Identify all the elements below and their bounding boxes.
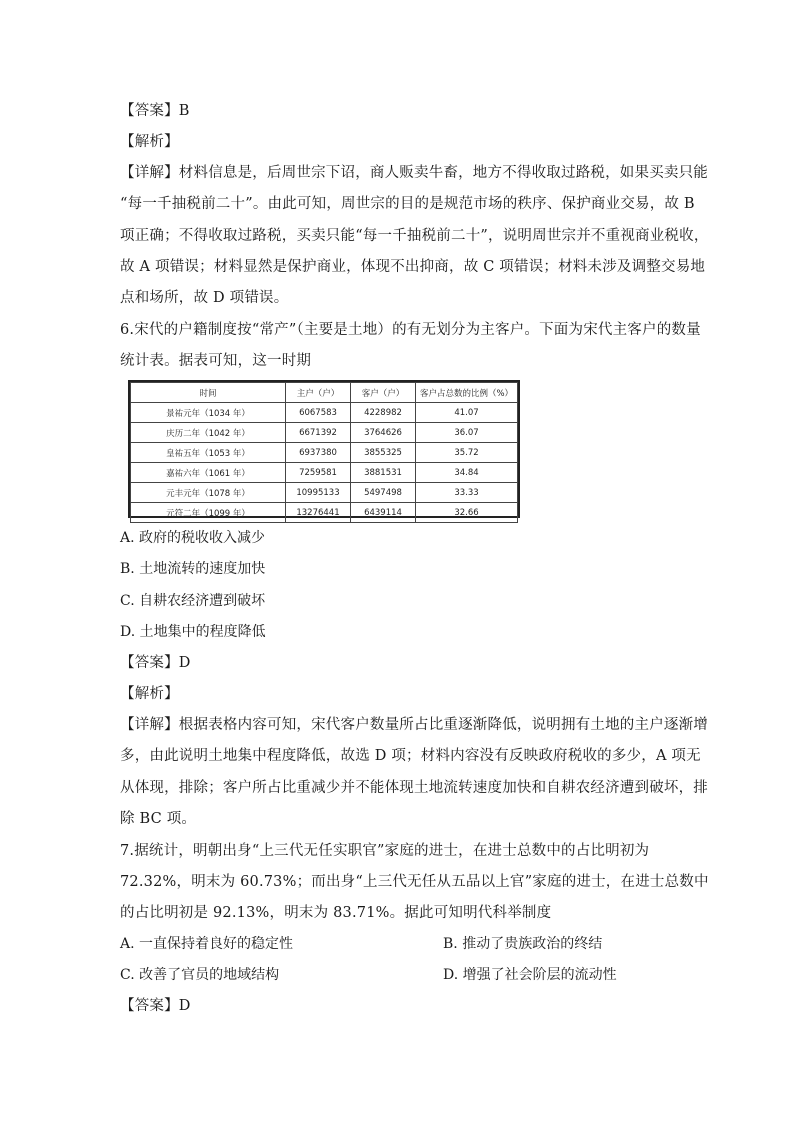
q6-detail-line: 【详解】根据表格内容可知，宋代客户数量所占比重逐渐降低，说明拥有土地的主户逐渐增 xyxy=(120,717,708,733)
table-row xyxy=(131,483,518,503)
table-cell: 4228982 xyxy=(351,403,416,423)
q6-option-b: B. 土地流转的速度加快 xyxy=(120,561,266,577)
q6-stem-line: 6.宋代的户籍制度按“常产”（主要是土地）的有无划分为主客户。下面为宋代主客户的数量 xyxy=(120,322,701,338)
table-row xyxy=(131,423,518,443)
table-row xyxy=(131,443,518,463)
table-cell: 41.07 xyxy=(416,403,518,423)
column-header: 客户（户） xyxy=(351,383,416,403)
table-row xyxy=(131,403,518,423)
table-cell: 3881531 xyxy=(351,463,416,483)
household-statistics-table xyxy=(128,380,520,518)
q6-option-d: D. 土地集中的程度降低 xyxy=(120,624,266,640)
table-cell: 6937380 xyxy=(286,443,351,463)
table-cell: 3764626 xyxy=(351,423,416,443)
q6-detail-line: 除 BC 项。 xyxy=(120,811,197,827)
q7-option-b: B. 推动了贵族政治的终结 xyxy=(443,936,603,952)
q6-stem-line: 统计表。据表可知，这一时期 xyxy=(120,353,312,369)
column-header: 客户占总数的比例（%） xyxy=(416,383,518,403)
q5-detail-line: “每一千抽税前二十”。由此可知，周世宗的目的是规范市场的秩序、保护商业交易，故 B xyxy=(120,196,695,212)
q6-answer: 【答案】D xyxy=(120,655,191,671)
q6-detail-line: 多，由此说明土地集中程度降低，故选 D 项；材料内容没有反映政府税收的多少，A 项无 xyxy=(120,748,701,764)
table-cell: 庆历二年（1042 年） xyxy=(131,423,286,443)
table-cell: 景祐元年（1034 年） xyxy=(131,403,286,423)
q7-option-c: C. 改善了官员的地域结构 xyxy=(120,967,280,983)
table-cell: 元符二年（1099 年） xyxy=(131,503,286,523)
table-cell: 6067583 xyxy=(286,403,351,423)
q5-detail-line: 故 A 项错误；材料显然是保护商业，体现不出抑商，故 C 项错误；材料未涉及调整交易地 xyxy=(120,259,706,275)
q7-stem-line: 的占比明初是 92.13%，明末为 83.71%。据此可知明代科举制度 xyxy=(120,905,552,921)
table-cell: 33.33 xyxy=(416,483,518,503)
q6-option-a: A. 政府的税收收入减少 xyxy=(120,530,266,546)
table-cell: 32.66 xyxy=(416,503,518,523)
q5-detail-line: 【详解】材料信息是，后周世宗下诏，商人贩卖牛畜，地方不得收取过路税，如果买卖只能 xyxy=(120,165,708,181)
table-cell: 3855325 xyxy=(351,443,416,463)
table-cell: 皇祐五年（1053 年） xyxy=(131,443,286,463)
q5-detail-line: 项正确；不得收取过路税，买卖只能“每一千抽税前二十”，说明周世宗并不重视商业税收， xyxy=(120,228,709,244)
table-cell: 35.72 xyxy=(416,443,518,463)
table-cell: 36.07 xyxy=(416,423,518,443)
q5-answer: 【答案】B xyxy=(120,103,190,119)
table-cell: 13276441 xyxy=(286,503,351,523)
q7-option-d: D. 增强了社会阶层的流动性 xyxy=(443,967,617,983)
table-cell: 嘉祐六年（1061 年） xyxy=(131,463,286,483)
q7-stem-line: 7.据统计，明朝出身“上三代无任实职官”家庭的进士，在进士总数中的占比明初为 xyxy=(120,843,650,859)
table-cell: 6671392 xyxy=(286,423,351,443)
q5-analysis-label: 【解析】 xyxy=(120,134,179,150)
table-cell: 34.84 xyxy=(416,463,518,483)
table-header-row xyxy=(131,383,518,403)
table-cell: 元丰元年（1078 年） xyxy=(131,483,286,503)
q7-option-a: A. 一直保持着良好的稳定性 xyxy=(120,936,294,952)
q6-detail-line: 从体现，排除；客户所占比重减少并不能体现土地流转速度加快和自耕农经济遭到破坏，排 xyxy=(120,780,708,796)
q6-option-c: C. 自耕农经济遭到破坏 xyxy=(120,593,266,609)
table-row xyxy=(131,463,518,483)
table-cell: 5497498 xyxy=(351,483,416,503)
table-row xyxy=(131,503,518,523)
column-header: 时间 xyxy=(131,383,286,403)
column-header: 主户（户） xyxy=(286,383,351,403)
q7-stem-line: 72.32%，明末为 60.73%；而出身“上三代无任从五品以上官”家庭的进士，在进士总数中 xyxy=(120,874,709,890)
table-cell: 10995133 xyxy=(286,483,351,503)
table-cell: 7259581 xyxy=(286,463,351,483)
q6-analysis-label: 【解析】 xyxy=(120,686,179,702)
q5-detail-line: 点和场所，故 D 项错误。 xyxy=(120,290,289,306)
table-cell: 6439114 xyxy=(351,503,416,523)
q7-answer: 【答案】D xyxy=(120,998,191,1014)
